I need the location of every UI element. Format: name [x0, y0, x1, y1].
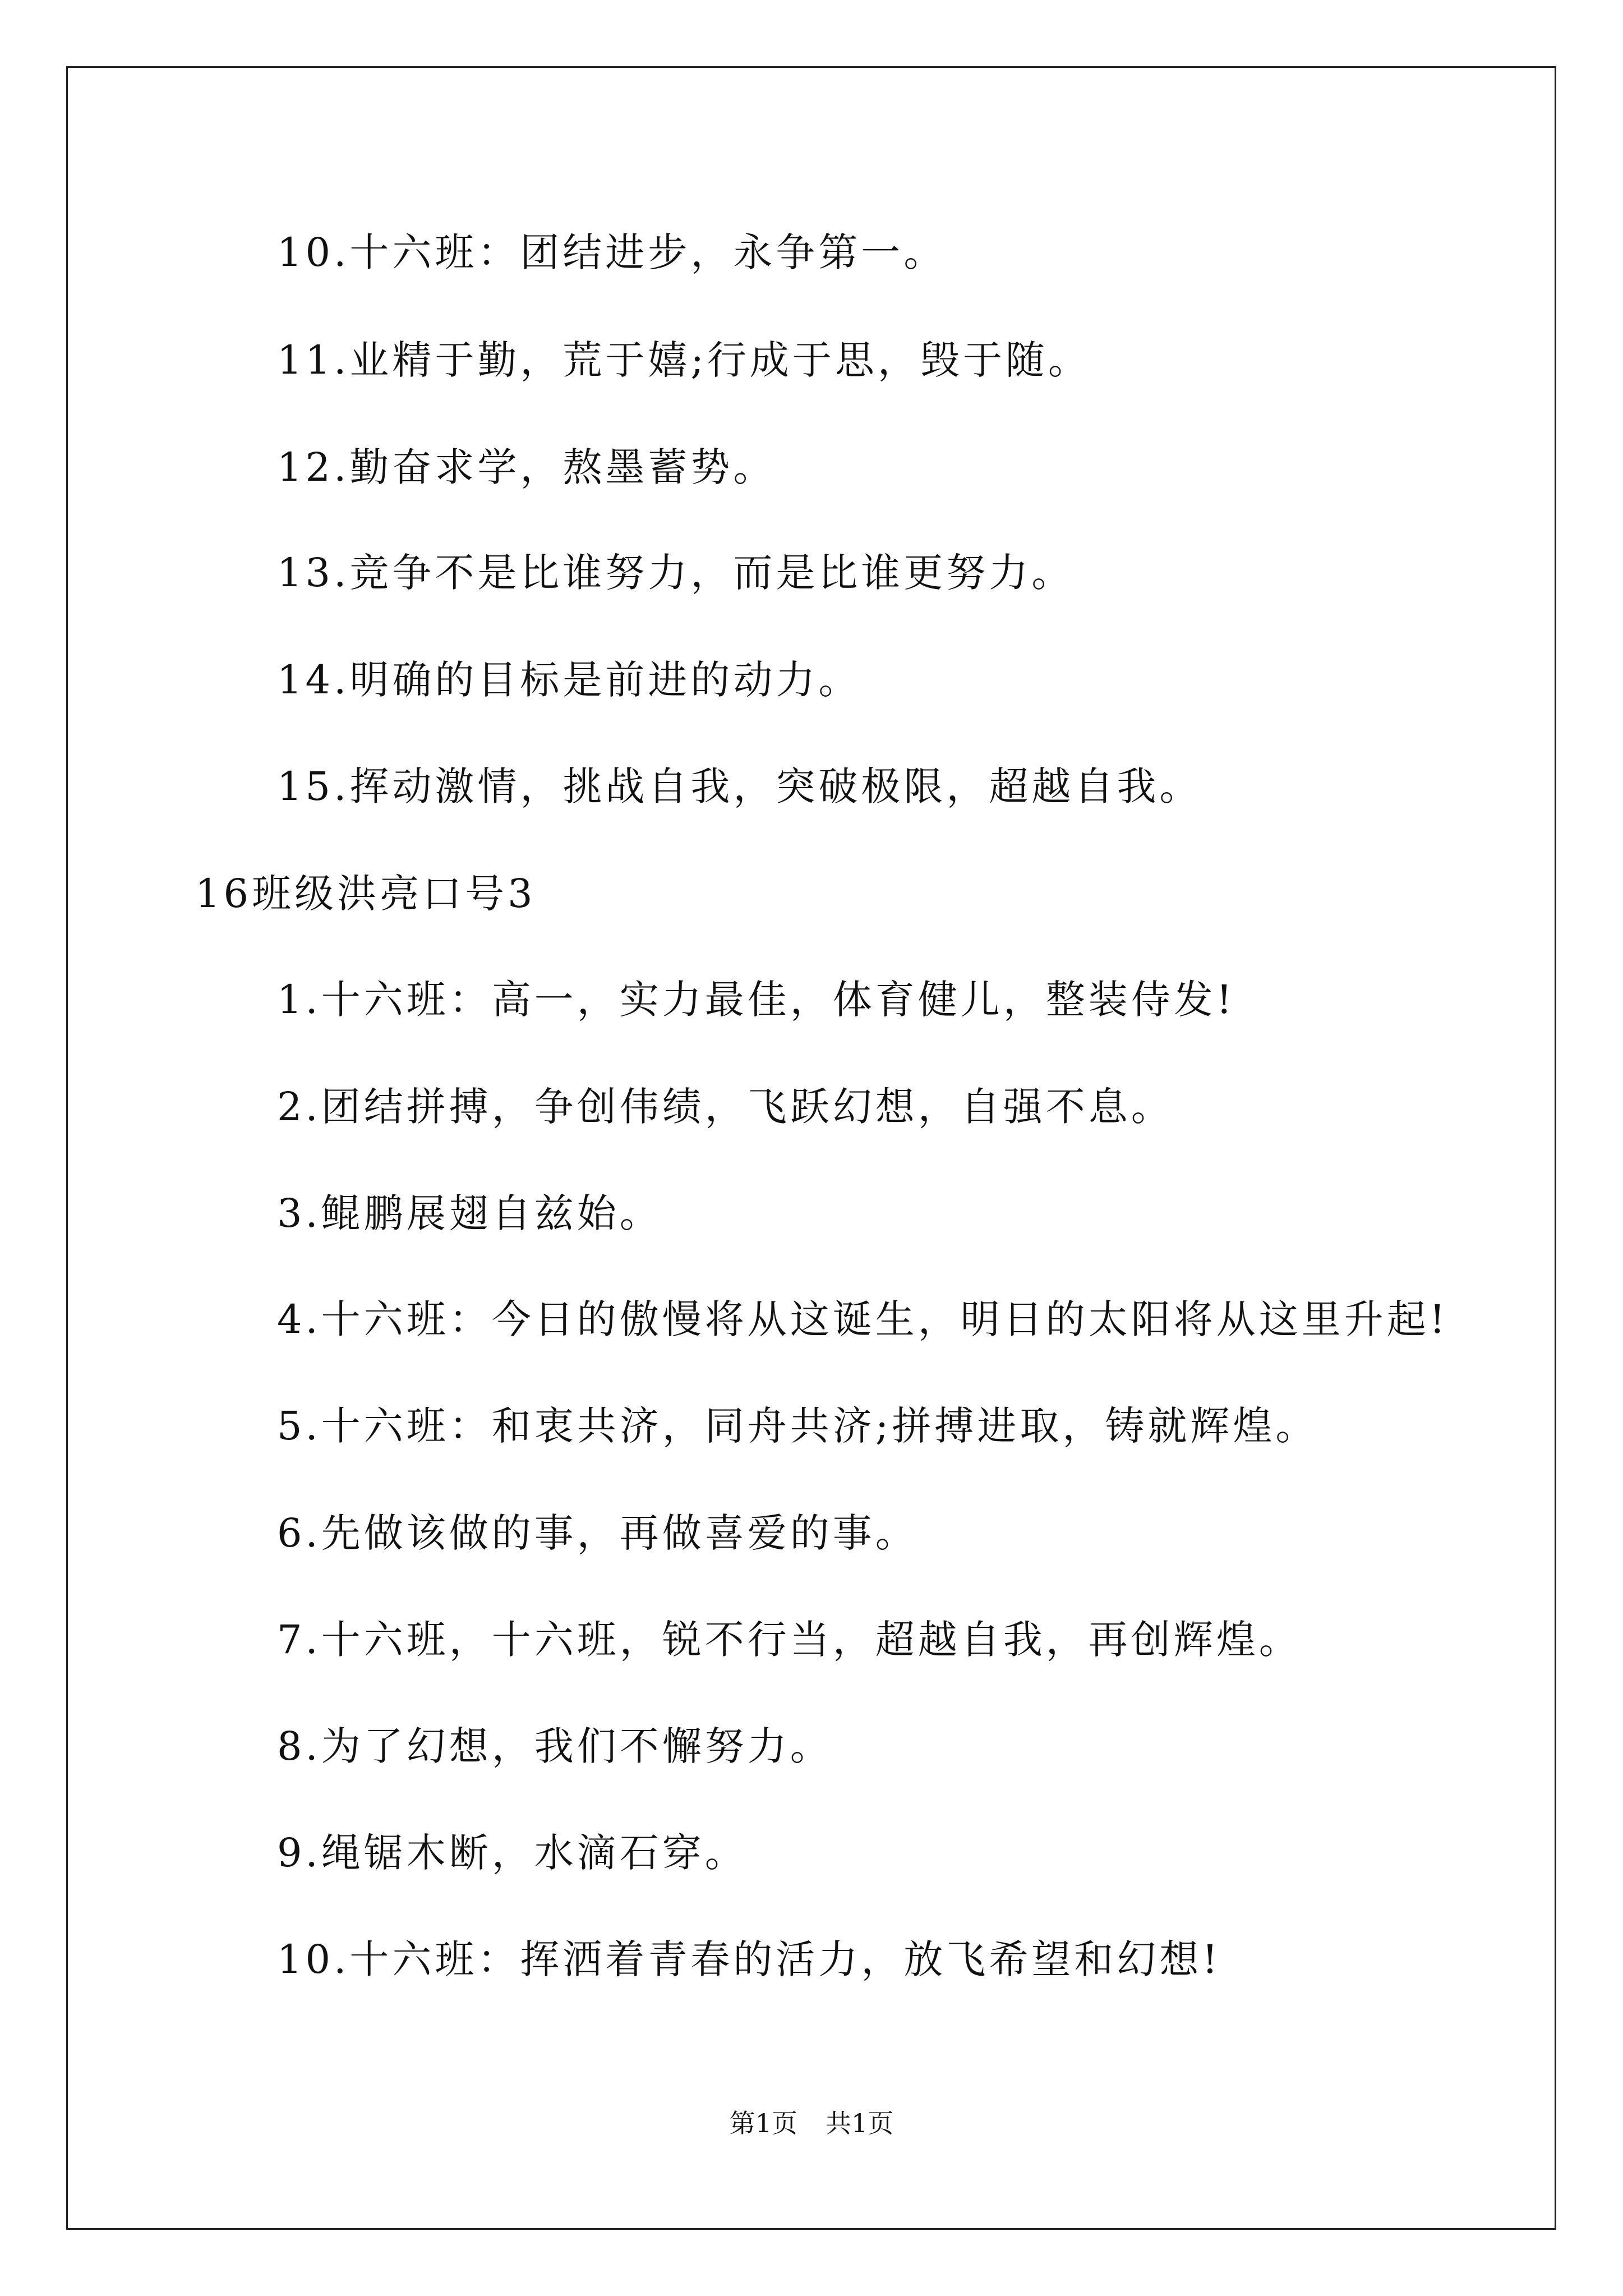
slogan-item: 7.十六班，十六班，锐不行当，超越自我，再创辉煌。	[277, 1617, 1302, 1663]
slogan-item: 10.十六班：挥洒着青春的活力，放飞希望和幻想!	[277, 1936, 1221, 1982]
slogan-item: 6.先做该做的事，再做喜爱的事。	[277, 1510, 918, 1556]
slogan-item: 12.勤奋求学，熬墨蓄势。	[277, 444, 776, 490]
slogan-item: 1.十六班：高一，实力最佳，体育健儿，整装侍发!	[277, 977, 1235, 1023]
slogan-item: 9.绳锯木断，水滴石穿。	[277, 1830, 748, 1876]
slogan-item: 5.十六班：和衷共济，同舟共济;拼搏进取，铸就辉煌。	[277, 1403, 1318, 1449]
section-heading: 16班级洪亮口号3	[195, 871, 536, 917]
slogan-item: 3.鲲鹏展翅自兹始。	[277, 1190, 662, 1236]
slogan-item: 14.明确的目标是前进的动力。	[277, 657, 861, 703]
slogan-item: 10.十六班：团结进步，永争第一。	[277, 229, 947, 275]
page-border	[66, 66, 1556, 2230]
page-number: 第1页	[729, 2108, 797, 2138]
slogan-item: 13.竞争不是比谁努力，而是比谁更努力。	[277, 550, 1075, 596]
page-total: 共1页	[826, 2108, 894, 2138]
slogan-item: 15.挥动激情，挑战自我，突破极限，超越自我。	[277, 763, 1202, 809]
slogan-item: 2.团结拼搏，争创伟绩，飞跃幻想，自强不息。	[277, 1084, 1174, 1130]
slogan-item: 4.十六班：今日的傲慢将从这诞生，明日的太阳将从这里升起!	[277, 1296, 1449, 1342]
page-footer	[0, 2106, 1623, 2140]
slogan-item: 11.业精于勤，荒于嬉;行成于思，毁于随。	[277, 337, 1091, 383]
slogan-item: 8.为了幻想，我们不懈努力。	[277, 1723, 833, 1769]
